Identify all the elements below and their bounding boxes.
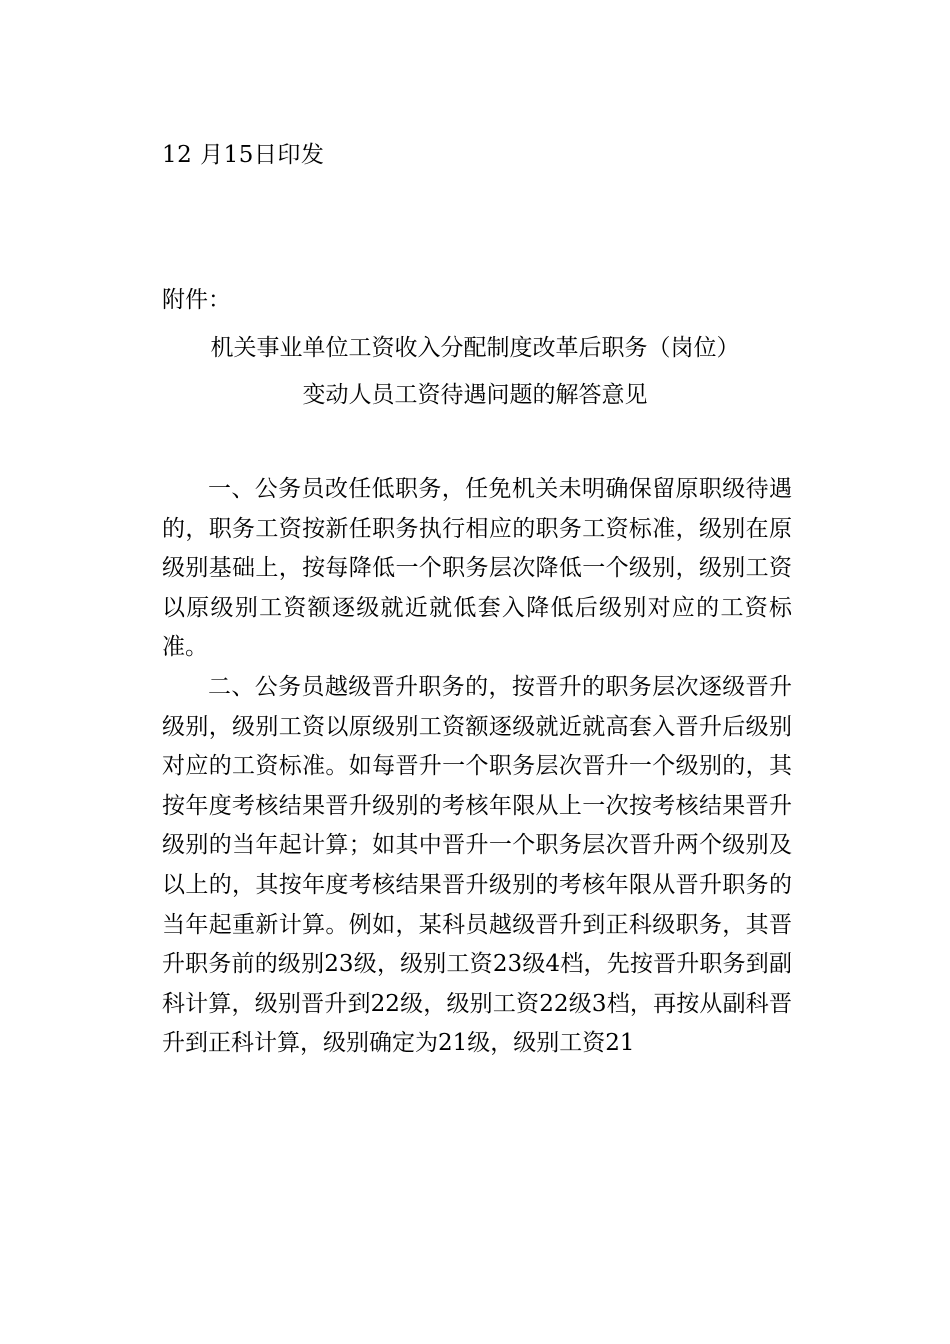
paragraph-1: 一、公务员改任低职务，任免机关未明确保留原职级待遇的，职务工资按新任职务执行相应的职务工资标准，级别在原级别基础上，按每降低一个职务层次降低一个级别，级别工资以原级别工资额逐级就近就低套入降低后级别对应的工资标准。 (162, 476, 792, 661)
document-title-line-2: 变动人员工资待遇问题的解答意见 (302, 382, 648, 408)
document-body (162, 470, 792, 1064)
attachment-label: 附件： (162, 287, 231, 313)
paragraph-2: 二、公务员越级晋升职务的，按晋升的职务层次逐级晋升级别，级别工资以原级别工资额逐级就近就高套入晋升后级别对应的工资标准。如每晋升一个职务层次晋升一个级别的，其按年度考核结果晋升级别的考核年限从上一次按考核结果晋升级别的当年起计算；如其中晋升一个职务层次晋升两个级别及以上的，其按年度考核结果晋升级别的考核年限从晋升职务的当年起重新计算。例如，某科员越级晋升到正科级职务，其晋升职务前的级别23级，级别工资23级4档，先按晋升职务到副科计算，级别晋升到22级，级别工资22级3档，再按从副科晋升到正科计算，级别确定为21级，级别工资21 (162, 673, 792, 1057)
document-title-line-1: 机关事业单位工资收入分配制度改革后职务（岗位） (210, 335, 740, 361)
issue-date: 12 月15日印发 (162, 142, 325, 168)
